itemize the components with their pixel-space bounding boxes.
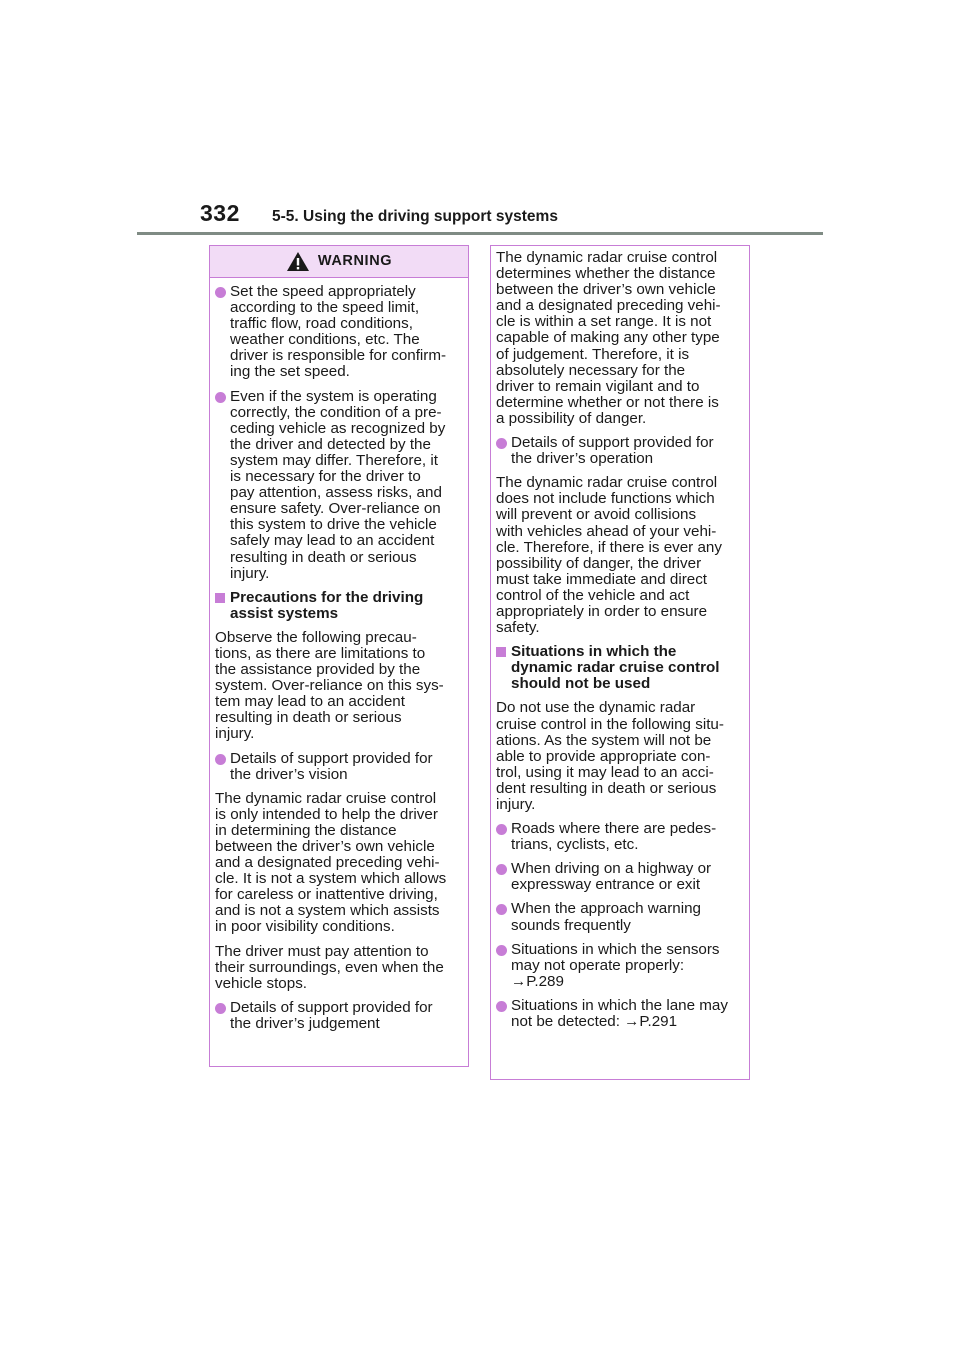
bullet-item <box>496 998 745 1030</box>
section-title: 5-5. Using the driving support systems <box>272 208 558 225</box>
bullet-text: Details of support provided for the driver’s operation <box>511 434 714 468</box>
continued-box <box>490 245 750 1080</box>
paragraph: The dynamic radar cruise control is only intended to help the driver in determining the distance between the driver’s own vehicle and a designated preceding vehi- cle. It is not a system which allows for careless or inattentive driving, and is not a system which assists in poor visibility conditions. <box>215 789 447 936</box>
bullet-marker <box>215 284 230 381</box>
bullet-text: Details of support provided for the driver’s judgement <box>230 998 433 1032</box>
square-bullet-icon <box>496 647 506 657</box>
subheading <box>215 590 464 622</box>
bullet-marker <box>215 751 230 783</box>
bullet-text: When driving on a highway or expressway entrance or exit <box>511 860 712 894</box>
bullet-marker <box>215 389 230 582</box>
bullet-item <box>496 861 745 893</box>
bullet-text: Situations in which the lane may not be detected: →P.291 <box>511 996 728 1031</box>
subheading-text: Situations in which the dynamic radar cruise control should not be used <box>511 643 720 693</box>
bullet-marker <box>496 435 511 467</box>
bullet-marker <box>496 644 511 692</box>
bullet-text: Situations in which the sensors may not operate properly: →P.289 <box>511 940 720 990</box>
right-column <box>491 246 749 1030</box>
bullet-item <box>215 284 464 381</box>
bullet-dot-icon <box>496 945 507 956</box>
paragraph: Observe the following precau- tions, as there are limitations to the assistance provided by the system. Over-reliance on this sys- tem may lead to an accident resulting in death or serious injury. <box>215 628 444 743</box>
bullet-item <box>215 751 464 783</box>
bullet-item <box>496 435 745 467</box>
bullet-marker <box>496 942 511 990</box>
bullet-item <box>215 1000 464 1032</box>
page-number: 332 <box>200 200 240 226</box>
paragraph: The dynamic radar cruise control determines whether the distance between the driver’s own vehicle and a designated preceding vehi- cle is within a set range. It is not capable of making any other type of judgement. Therefore, it is absolutely necessary for the driver to remain vigilant and to determine whether or not there is a possibility of danger. <box>496 249 721 427</box>
bullet-item <box>496 821 745 853</box>
square-bullet-icon <box>215 593 225 603</box>
bullet-item <box>215 389 464 582</box>
subheading <box>496 644 745 692</box>
header-rule <box>137 232 823 235</box>
bullet-marker <box>496 998 511 1030</box>
bullet-text: Even if the system is operating correctly, the condition of a pre- ceding vehicle as recognized by the driver and detected by the system may differ. Therefore, it is necessary for the driver to pay attention, assess risks, and ensure safety. Over-reliance on this system to drive the vehicle safely may lead to an accident resulting in death or serious injury. <box>230 387 446 582</box>
bullet-marker <box>215 1000 230 1032</box>
bullet-dot-icon <box>215 392 226 403</box>
bullet-text: Roads where there are pedes- trians, cyclists, etc. <box>511 820 717 854</box>
warning-triangle-icon <box>286 251 310 272</box>
left-column <box>210 278 468 1032</box>
bullet-dot-icon <box>496 904 507 915</box>
paragraph: Do not use the dynamic radar cruise control in the following situ- ations. As the system will not be able to provide appropriate con- trol, using it may lead to an acci- dent resulting in death or serious injury. <box>496 699 724 813</box>
bullet-text: When the approach warning sounds frequently <box>511 900 701 934</box>
bullet-dot-icon <box>496 864 507 875</box>
subheading-text: Precautions for the driving assist systems <box>230 588 424 622</box>
warning-header <box>210 246 468 278</box>
bullet-dot-icon <box>496 824 507 835</box>
bullet-dot-icon <box>496 438 507 449</box>
bullet-marker <box>215 590 230 622</box>
bullet-dot-icon <box>215 1003 226 1014</box>
warning-box <box>209 245 469 1067</box>
bullet-dot-icon <box>496 1001 507 1012</box>
paragraph: The driver must pay attention to their surroundings, even when the vehicle stops. <box>215 942 444 992</box>
bullet-marker <box>496 901 511 933</box>
bullet-text: Details of support provided for the driver’s vision <box>230 749 433 783</box>
bullet-text: Set the speed appropriately according to the speed limit, traffic flow, road conditions, weather conditions, etc. The driver is responsible for confirm- ing the set speed. <box>230 283 447 381</box>
bullet-item <box>496 901 745 933</box>
bullet-item <box>496 942 745 990</box>
paragraph: The dynamic radar cruise control does not include functions which will prevent or avoid collisions with vehicles ahead of your vehi- cle. Therefore, if there is ever any possibility of danger, the driver must take immediate and direct control of the vehicle and act appropriately in order to ensure safety. <box>496 474 722 637</box>
bullet-marker <box>496 821 511 853</box>
bullet-dot-icon <box>215 287 226 298</box>
warning-label: WARNING <box>317 253 393 270</box>
bullet-marker <box>496 861 511 893</box>
bullet-dot-icon <box>215 754 226 765</box>
